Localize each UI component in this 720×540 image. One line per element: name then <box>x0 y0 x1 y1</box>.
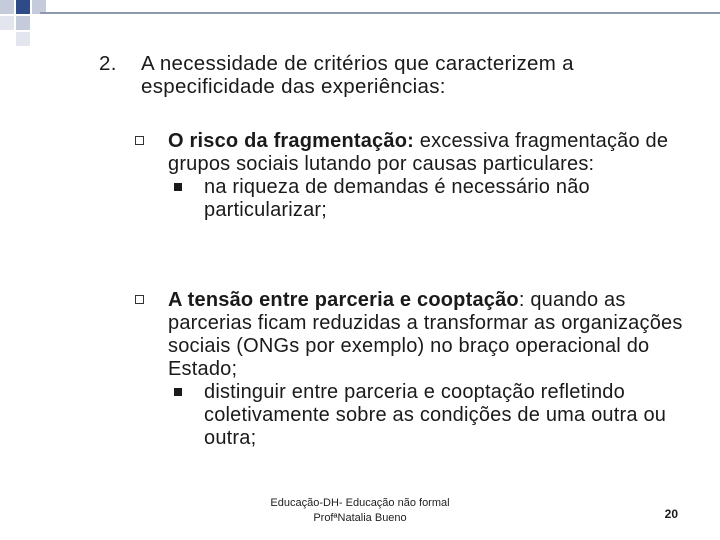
slide-footer <box>250 496 470 526</box>
deco-square <box>16 32 30 46</box>
heading-text: A necessidade de critérios que caracterizem a especificidade das experiências: <box>141 52 574 98</box>
page-number: 20 <box>664 507 678 521</box>
bullet-body <box>168 289 688 450</box>
filled-square-bullet-icon <box>174 183 182 191</box>
filled-square-bullet-icon <box>174 388 182 396</box>
bullet-text: excessiva fragmentação de grupos sociais lutando por causas particulares: <box>168 130 669 175</box>
sub-bullet-text: distinguir entre parceria e cooptação refletindo coletivamente sobre as condições de uma outra ou outra; <box>204 381 667 449</box>
heading-number: 2. <box>99 52 117 75</box>
square-bullet-icon <box>135 295 144 304</box>
square-bullet-icon <box>135 136 144 145</box>
bullet-bold-text: A tensão entre parceria e cooptação <box>168 289 519 311</box>
footer-line: ProfªNatalia Bueno <box>313 512 407 524</box>
deco-square <box>16 16 30 30</box>
top-rule <box>40 12 720 14</box>
sub-bullet <box>168 381 688 450</box>
bullet-text: : quando as parcerias ficam reduzidas a transformar as organizações sociais (ONGs por exemplo) no braço operacional do Estado; <box>168 289 683 380</box>
deco-square <box>16 0 30 14</box>
sub-bullet <box>168 176 688 222</box>
deco-square <box>0 16 14 30</box>
deco-square <box>0 0 14 14</box>
sub-bullet-text: na riqueza de demandas é necessário não particularizar; <box>204 176 590 221</box>
bullet-body <box>168 130 688 222</box>
footer-line: Educação-DH- Educação não formal <box>270 497 450 509</box>
bullet-bold-text: O risco da fragmentação: <box>168 130 414 152</box>
corner-decoration <box>0 0 60 50</box>
